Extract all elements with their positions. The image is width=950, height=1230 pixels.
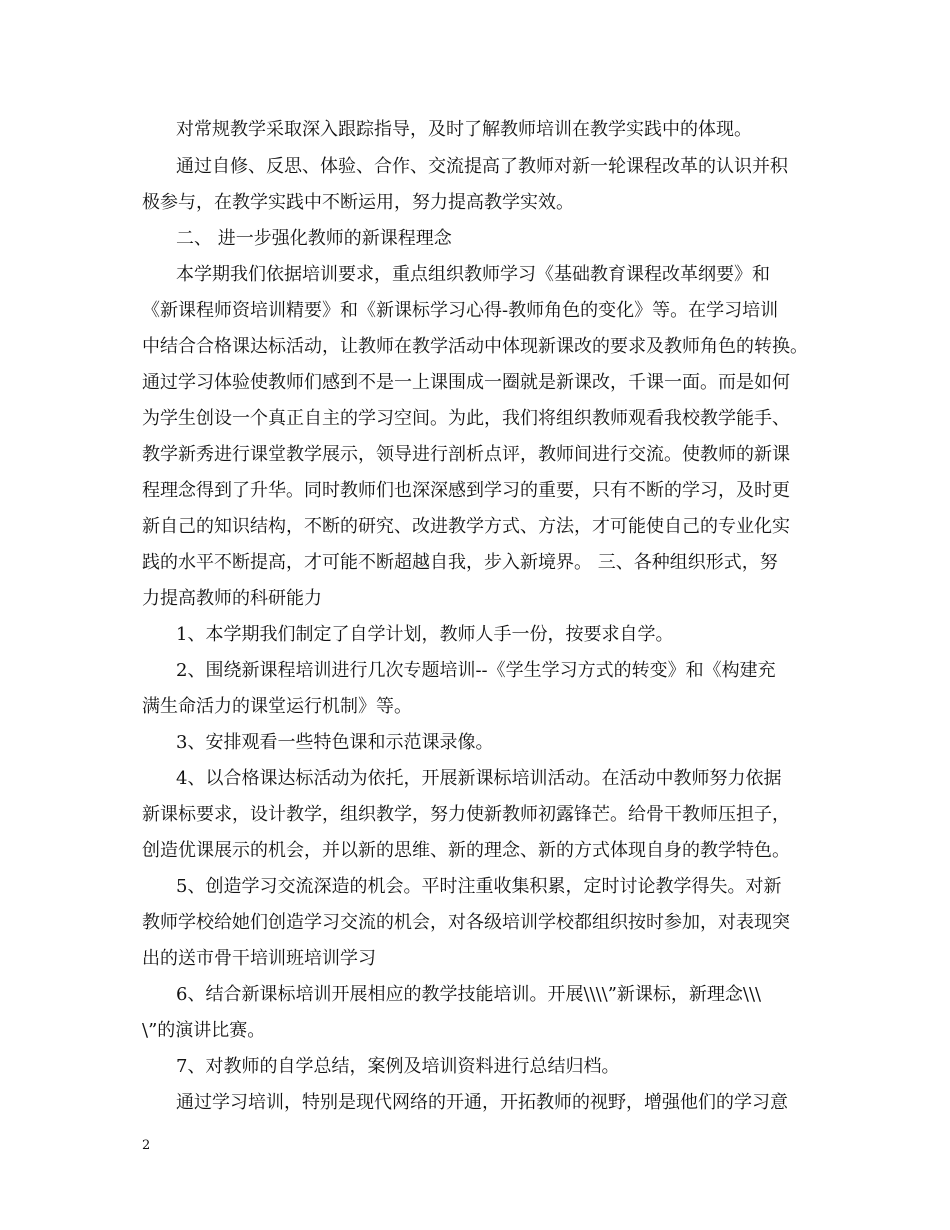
text-line: 对常规教学采取深入跟踪指导，及时了解教师培训在教学实践中的体现。 bbox=[176, 119, 752, 140]
section-heading: 二、 进一步强化教师的新课程理念 bbox=[176, 228, 452, 249]
text-line: 极参与，在教学实践中不断运用，努力提高教学实效。 bbox=[142, 192, 574, 213]
text-line: 力提高教师的科研能力 bbox=[142, 588, 322, 609]
text-line: 《新课程师资培训精要》和《新课标学习心得-教师角色的变化》等。在学习培训 bbox=[142, 300, 779, 321]
text-line: 通过学习培训，特别是现代网络的开通，开拓教师的视野，增强他们的学习意 bbox=[176, 1092, 788, 1113]
text-line: 新课标要求，设计教学，组织教学，努力使新教师初露锋芒。给骨干教师压担子， bbox=[142, 804, 790, 825]
text-line: 践的水平不断提高，才可能不断超越自我，步入新境界。 三、各种组织形式，努 bbox=[142, 552, 778, 573]
text-line: 教学新秀进行课堂教学展示，领导进行剖析点评，教师间进行交流。使教师的新课 bbox=[142, 444, 790, 465]
page-number: 2 bbox=[142, 1138, 151, 1153]
text-line: 通过学习体验使教师们感到不是一上课围成一圈就是新课改，千课一面。而是如何 bbox=[142, 372, 790, 393]
list-item: 3、安排观看一些特色课和示范课录像。 bbox=[176, 732, 494, 753]
text-line: 中结合合格课达标活动，让教师在教学活动中体现新课改的要求及教师角色的转换。 bbox=[142, 336, 808, 357]
list-item: 6、结合新课标培训开展相应的教学技能培训。开展\\\\”新课标，新理念\\\ bbox=[176, 984, 762, 1005]
list-item: 4、以合格课达标活动为依托，开展新课标培训活动。在活动中教师努力依据 bbox=[176, 768, 782, 789]
text-line: 通过自修、反思、体验、合作、交流提高了教师对新一轮课程改革的认识并积 bbox=[176, 156, 788, 177]
text-line: 程理念得到了升华。同时教师们也深深感到学习的重要，只有不断的学习，及时更 bbox=[142, 480, 790, 501]
list-item: 1、本学期我们制定了自学计划，教师人手一份，按要求自学。 bbox=[176, 624, 674, 645]
text-line: 本学期我们依据培训要求，重点组织教师学习《基础教育课程改革纲要》和 bbox=[176, 264, 770, 285]
list-item: 5、创造学习交流深造的机会。平时注重收集积累，定时讨论教学得失。对新 bbox=[176, 876, 782, 897]
text-line: 满生命活力的课堂运行机制》等。 bbox=[142, 696, 412, 717]
list-item: 7、对教师的自学总结，案例及培训资料进行总结归档。 bbox=[176, 1056, 620, 1077]
text-line: \”的演讲比赛。 bbox=[142, 1020, 266, 1041]
text-line: 出的送市骨干培训班培训学习 bbox=[142, 948, 376, 969]
text-line: 新自己的知识结构，不断的研究、改进教学方式、方法，才可能使自己的专业化实 bbox=[142, 516, 790, 537]
list-item: 2、围绕新课程培训进行几次专题培训--《学生学习方式的转变》和《构建充 bbox=[176, 660, 776, 681]
text-line: 为学生创设一个真正自主的学习空间。为此，我们将组织教师观看我校教学能手、 bbox=[142, 408, 790, 429]
text-line: 创造优课展示的机会，并以新的思维、新的理念、新的方式体现自身的教学特色。 bbox=[142, 840, 790, 861]
text-line: 教师学校给她们创造学习交流的机会，对各级培训学校都组织按时参加，对表现突 bbox=[142, 912, 790, 933]
